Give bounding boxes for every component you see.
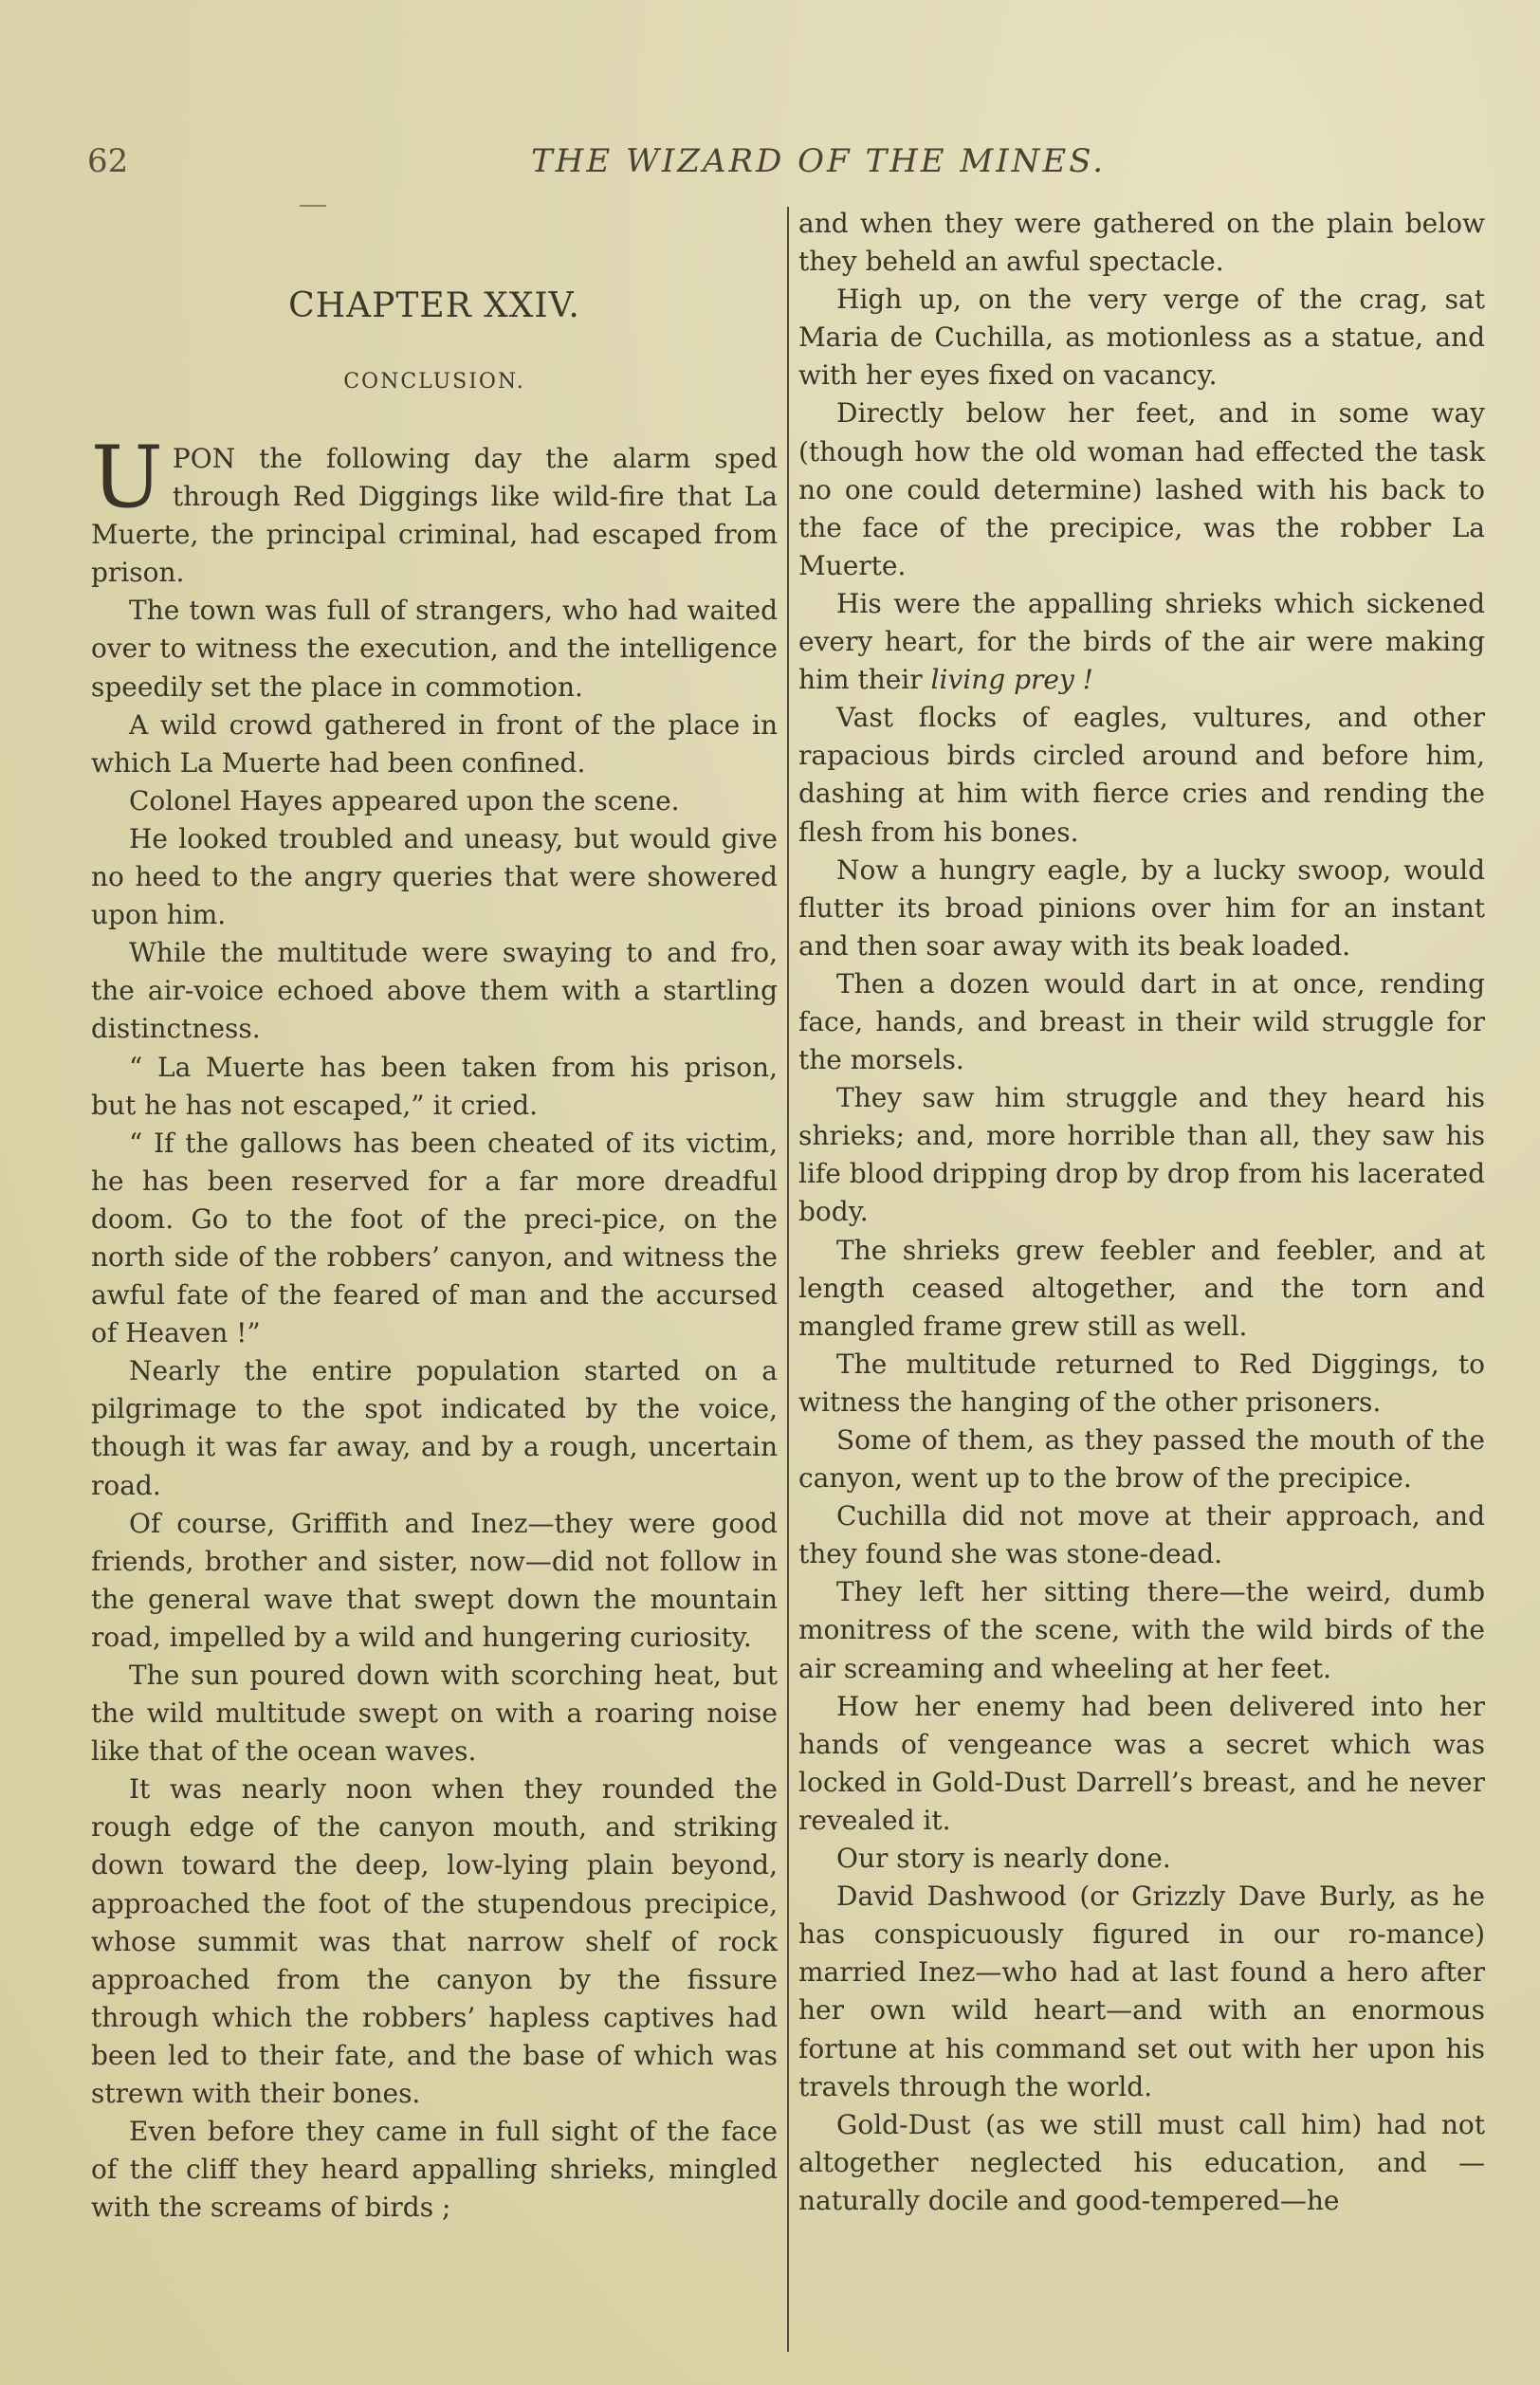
paragraph: High up, on the very verge of the crag, sat Maria de Cuchilla, as motionless as a statue, and with her eyes fixed on vacancy. xyxy=(798,284,1485,392)
paragraph: Colonel Hayes appeared upon the scene. xyxy=(129,784,680,816)
chapter-title: CHAPTER XXIV. xyxy=(288,286,580,325)
opening-text: the following day the alarm sped through Red Diggings like wild-fire that La Muerte, the principal criminal, had escaped from prison. xyxy=(91,443,778,589)
emphasis: living prey ! xyxy=(930,664,1093,696)
column-rule xyxy=(787,207,789,2352)
paragraph: Vast flocks of eagles, vultures, and other rapacious birds circled around and before him, dashing at him with fierce cries and rending the flesh from his bones. xyxy=(798,702,1485,848)
paragraph: Then a dozen would dart in at once, rending face, hands, and breast in their wild struggle for the morsels. xyxy=(798,967,1485,1076)
paragraph: “ If the gallows has been cheated of its victim, he has been reserved for a far more dreadful doom. Go to the foot of the preci-pice, on the north side of the robbers’ canyon, and witness the awful fate of the feared of man and the accursed of Heaven !” xyxy=(91,1127,778,1349)
page-number: 62 xyxy=(87,142,129,180)
paragraph: Directly below her feet, and in some way (though how the old woman had effected the task no one could determine) lashed with his back to the face of the precipice, was the robber La Muerte. xyxy=(798,397,1485,581)
paragraph: While the multitude were swaying to and fro, the air-voice echoed above them with a startling distinctness. xyxy=(91,937,778,1045)
chapter-subtitle: CONCLUSION. xyxy=(343,370,525,394)
opening-cap-rest: PON xyxy=(172,443,236,474)
paragraph: David Dashwood (or Grizzly Dave Burly, as he has conspicuously figured in our ro-mance) married Inez—who had at last found a hero after her own wild heart—and with an enormous fortune at his command set out with her upon his travels through the world. xyxy=(798,1880,1485,2102)
left-column xyxy=(91,428,778,2227)
paragraph: The multitude returned to Red Diggings, to witness the hanging of the other prisoners. xyxy=(798,1348,1485,1418)
paragraph: Some of them, as they passed the mouth of the canyon, went up to the brow of the precipice. xyxy=(798,1424,1485,1495)
paragraph: The town was full of strangers, who had waited over to witness the execution, and the intelligence speedily set the place in commotion. xyxy=(91,595,778,703)
right-column xyxy=(798,205,1485,2220)
paragraph: “ La Muerte has been taken from his prison, but he has not escaped,” it cried. xyxy=(91,1051,778,1121)
paragraph: They saw him struggle and they heard his shrieks; and, more horrible than all, they saw his life blood dripping drop by drop from his lacerated body. xyxy=(798,1082,1485,1228)
paragraph: Of course, Griffith and Inez—they were good friends, brother and sister, now—did not follow in the general wave that swept down the mountain road, impelled by a wild and hungering curiosity. xyxy=(91,1507,778,1653)
paragraph: Now a hungry eagle, by a lucky swoop, would flutter its broad pinions over him for an instant and then soar away with its beak loaded. xyxy=(798,853,1485,962)
paragraph: How her enemy had been delivered into her hands of vengeance was a secret which was locked in Gold-Dust Darrell’s breast, and he never revealed it. xyxy=(798,1690,1485,1836)
paragraph: Our story is nearly done. xyxy=(836,1843,1171,1875)
paragraph: The sun poured down with scorching heat, but the wild multitude swept on with a roaring noise like that of the ocean waves. xyxy=(91,1660,778,1768)
opening-paragraph xyxy=(91,428,778,592)
drop-cap: U xyxy=(91,428,163,527)
running-title: THE WIZARD OF THE MINES. xyxy=(531,142,1107,180)
paragraph: He looked troubled and uneasy, but would give no heed to the angry queries that were showered upon him. xyxy=(91,822,778,931)
ornament-dash xyxy=(300,205,326,207)
paragraph: Nearly the entire population started on a pilgrimage to the spot indicated by the voice, though it was far away, and by a rough, uncertain road. xyxy=(91,1355,778,1501)
paragraph: They left her sitting there—the weird, dumb monitress of the scene, with the wild birds of the air screaming and wheeling at her feet. xyxy=(798,1576,1485,1684)
paragraph: His were the appalling shrieks which sickened every heart, for the birds of the air were making him their living prey ! xyxy=(798,587,1485,696)
paragraph: Even before they came in full sight of the face of the cliff they heard appalling shrieks, mingled with the screams of birds ; xyxy=(91,2116,778,2224)
paragraph: Cuchilla did not move at their approach, and they found she was stone-dead. xyxy=(798,1500,1485,1570)
right-paragraphs xyxy=(798,281,1485,2220)
paragraph: The shrieks grew feebler and feebler, and at length ceased altogether, and the torn and mangled frame grew still as well. xyxy=(798,1234,1485,1342)
left-paragraphs xyxy=(91,592,778,2227)
paragraph: Gold-Dust (as we still must call him) had not altogether neglected his education, and —naturally docile and good-tempered—he xyxy=(798,2108,1485,2216)
paragraph: It was nearly noon when they rounded the rough edge of the canyon mouth, and striking down toward the deep, low-lying plain beyond, approached the foot of the stupendous precipice, whose summit was that narrow shelf of rock approached from the canyon by the fissure through which the robbers’ hapless captives had been led to their fate, and the base of which was strewn with their bones. xyxy=(91,1773,778,2110)
paragraph: A wild crowd gathered in front of the place in which La Muerte had been confined. xyxy=(91,708,778,779)
right-continuation: and when they were gathered on the plain below they beheld an awful spectacle. xyxy=(798,208,1485,278)
